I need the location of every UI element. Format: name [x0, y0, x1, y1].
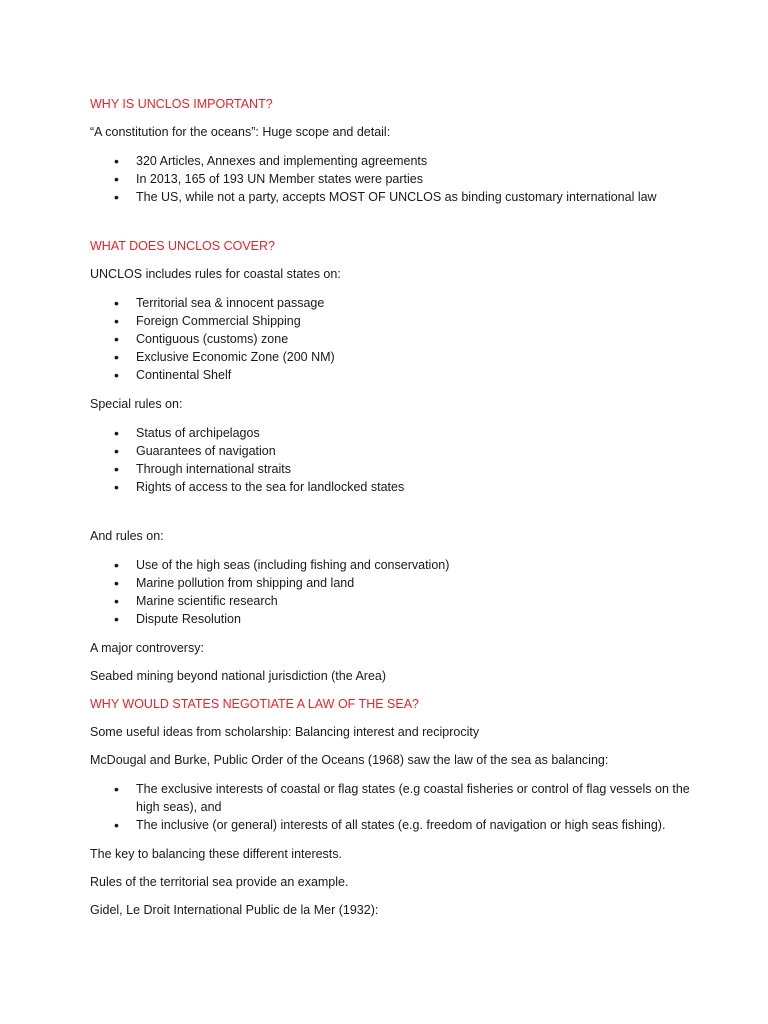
- paragraph-key-balancing: The key to balancing these different interests.: [90, 847, 343, 861]
- bullet-list-importance: [90, 152, 710, 206]
- paragraph-coastal-rules: UNCLOS includes rules for coastal states on:: [90, 267, 341, 281]
- paragraph-scholarship: Some useful ideas from scholarship: Balancing interest and reciprocity: [90, 725, 480, 739]
- list-item: • Rights of access to the sea for landlocked states: [136, 478, 710, 496]
- list-item: • The US, while not a party, accepts MOST OF UNCLOS as binding customary international law: [136, 188, 710, 206]
- paragraph-constitution: “A constitution for the oceans”: Huge scope and detail:: [90, 125, 391, 139]
- paragraph-gidel: Gidel, Le Droit International Public de la Mer (1932):: [90, 903, 379, 917]
- list-item: • Guarantees of navigation: [136, 442, 710, 460]
- list-item: • The exclusive interests of coastal or flag states (e.g coastal fisheries or control of flag vessels on the high seas), and: [136, 780, 710, 816]
- section-heading-negotiation: WHY WOULD STATES NEGOTIATE A LAW OF THE SEA?: [90, 697, 419, 711]
- bullet-list-special: [90, 424, 710, 496]
- document-page: [90, 96, 710, 918]
- list-item: • 320 Articles, Annexes and implementing agreements: [136, 152, 710, 170]
- list-item: • Continental Shelf: [136, 366, 710, 384]
- list-item: • Territorial sea & innocent passage: [136, 294, 710, 312]
- bullet-list-and-rules: [90, 556, 710, 628]
- list-item: • Status of archipelagos: [136, 424, 710, 442]
- list-item: • Dispute Resolution: [136, 610, 710, 628]
- list-item: • In 2013, 165 of 193 UN Member states were parties: [136, 170, 710, 188]
- list-item: • Marine scientific research: [136, 592, 710, 610]
- list-item: • The inclusive (or general) interests of all states (e.g. freedom of navigation or high seas fishing).: [136, 816, 710, 834]
- paragraph-controversy-label: A major controversy:: [90, 641, 204, 655]
- list-item: • Exclusive Economic Zone (200 NM): [136, 348, 710, 366]
- paragraph-controversy-text: Seabed mining beyond national jurisdiction (the Area): [90, 669, 387, 683]
- bullet-list-coastal: [90, 294, 710, 384]
- paragraph-special-rules: Special rules on:: [90, 397, 183, 411]
- list-item: • Through international straits: [136, 460, 710, 478]
- section-heading-importance: WHY IS UNCLOS IMPORTANT?: [90, 97, 273, 111]
- list-item: • Foreign Commercial Shipping: [136, 312, 710, 330]
- list-item: • Marine pollution from shipping and land: [136, 574, 710, 592]
- list-item: • Contiguous (customs) zone: [136, 330, 710, 348]
- list-item: • Use of the high seas (including fishing and conservation): [136, 556, 710, 574]
- paragraph-territorial-example: Rules of the territorial sea provide an example.: [90, 875, 349, 889]
- paragraph-mcdougal-burke: McDougal and Burke, Public Order of the Oceans (1968) saw the law of the sea as balancing:: [90, 753, 609, 767]
- bullet-list-interests: [90, 780, 710, 834]
- section-heading-coverage: WHAT DOES UNCLOS COVER?: [90, 239, 275, 253]
- paragraph-and-rules: And rules on:: [90, 529, 164, 543]
